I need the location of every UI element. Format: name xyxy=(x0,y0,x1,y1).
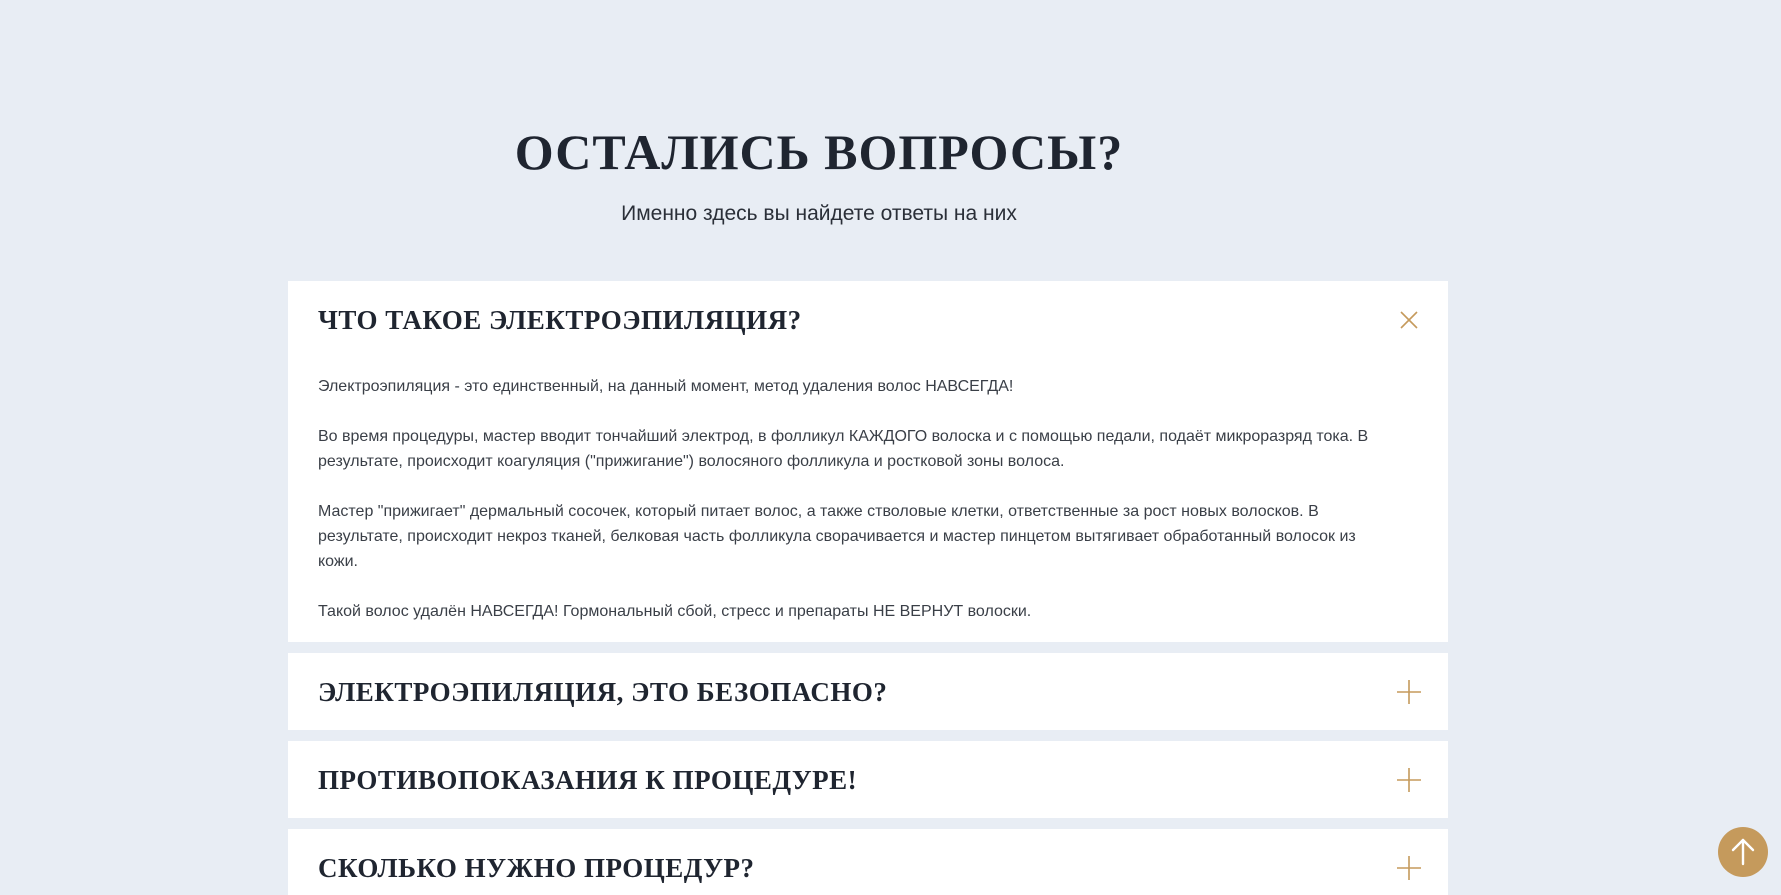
section-subtitle: Именно здесь вы найдете ответы на них xyxy=(621,202,1017,225)
faq-item xyxy=(288,741,1448,818)
faq-item xyxy=(288,829,1448,895)
faq-question-toggle[interactable]: ПРОТИВОПОКАЗАНИЯ К ПРОЦЕДУРЕ! xyxy=(318,765,858,795)
answer-paragraph: Мастер "прижигает" дермальный сосочек, который питает волос, а также стволовые клетки, ответственные за рост новых волосков. В результате, происходит некроз тканей, белковая часть фолликула сворачивается и мастер пинцетом вытягивает обработанный волосок из кожи. xyxy=(318,503,1356,570)
faq-question-toggle[interactable]: СКОЛЬКО НУЖНО ПРОЦЕДУР? xyxy=(318,853,755,883)
faq-item xyxy=(288,653,1448,730)
faq-question-toggle[interactable]: ЧТО ТАКОЕ ЭЛЕКТРОЭПИЛЯЦИЯ? xyxy=(318,305,802,335)
scroll-to-top-button[interactable] xyxy=(1718,827,1768,877)
answer-paragraph: Во время процедуры, мастер вводит тончайший электрод, в фолликул КАЖДОГО волоска и с помощью педали, подаёт микроразряд тока. В результате, происходит коагуляция ("прижигание") волосяного фолликула и ростковой зоны волоса. xyxy=(318,428,1369,470)
answer-paragraph: Электроэпиляция - это единственный, на данный момент, метод удаления волос НАВСЕГДА! xyxy=(318,378,1014,395)
plus-icon[interactable] xyxy=(1394,765,1424,795)
faq-answer xyxy=(318,374,1398,624)
arrow-up-icon xyxy=(1718,827,1768,877)
faq-question-toggle[interactable]: ЭЛЕКТРОЭПИЛЯЦИЯ, ЭТО БЕЗОПАСНО? xyxy=(318,677,888,707)
section-title: ОСТАЛИСЬ ВОПРОСЫ? xyxy=(514,124,1124,180)
plus-icon[interactable] xyxy=(1394,853,1424,883)
answer-paragraph: Такой волос удалён НАВСЕГДА! Гормональный сбой, стресс и препараты НЕ ВЕРНУТ волоски. xyxy=(318,603,1032,620)
close-icon[interactable] xyxy=(1394,305,1424,335)
faq-item xyxy=(288,281,1448,642)
plus-icon[interactable] xyxy=(1394,677,1424,707)
